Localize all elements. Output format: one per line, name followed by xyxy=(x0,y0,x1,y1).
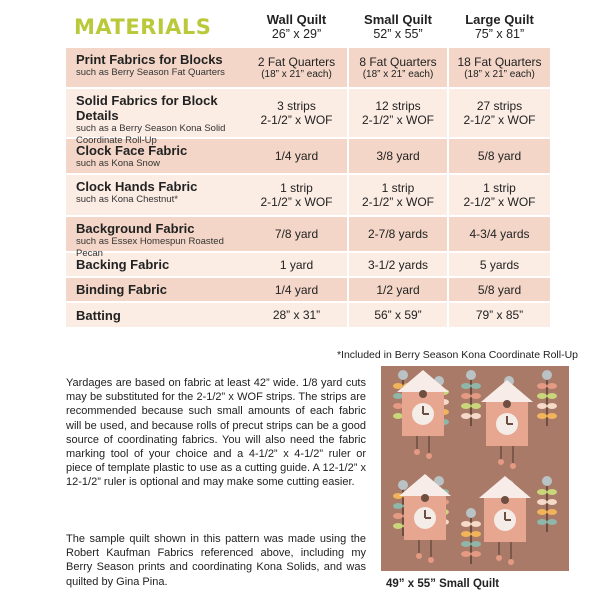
flower-head xyxy=(542,476,552,486)
cell-line: 8 Fat Quarters xyxy=(359,54,437,69)
table-cell xyxy=(246,217,347,251)
house-window xyxy=(501,496,509,504)
flower-head xyxy=(466,370,476,380)
pendulum-weight xyxy=(498,459,504,465)
cell-line: 1 strip xyxy=(381,181,415,195)
pendulum-weight xyxy=(426,453,432,459)
row-label-main: Clock Hands Fabric xyxy=(76,179,198,194)
flower-leaf xyxy=(461,551,471,557)
materials-table xyxy=(66,8,550,327)
column-header-large xyxy=(449,8,550,46)
materials-title: MATERIALS xyxy=(74,15,212,39)
flower-leaf xyxy=(471,383,481,389)
table-cell xyxy=(347,139,449,173)
cell-line: (18” x 21” each) xyxy=(464,68,535,80)
cell-line: 4-3/4 yards xyxy=(469,227,530,241)
cell-line: 56” x 59” xyxy=(374,308,422,322)
table-cell xyxy=(449,217,550,251)
cell-line: 79” x 85” xyxy=(475,308,524,322)
flower-leaf xyxy=(461,393,471,399)
row-label xyxy=(66,253,246,276)
flower-head xyxy=(398,370,408,380)
pendulum-weight xyxy=(496,555,502,561)
table-cell xyxy=(246,48,347,87)
row-label-main: Print Fabrics for Blocks xyxy=(76,52,223,67)
cell-line: 28” x 31” xyxy=(272,308,321,322)
table-cell xyxy=(449,303,550,327)
cell-line: 3/8 yard xyxy=(376,149,420,163)
column-name: Wall Quilt xyxy=(266,12,327,27)
table-cell xyxy=(347,278,449,301)
cell-line: 1 strip xyxy=(483,181,516,195)
cell-line: 5/8 yard xyxy=(477,149,522,163)
flower-leaf xyxy=(393,503,403,509)
table-header xyxy=(66,8,550,46)
row-label-main: Backing Fabric xyxy=(76,257,170,272)
cell-line: 12 strips xyxy=(375,99,421,113)
table-body xyxy=(66,46,550,327)
cell-line: 5/8 yard xyxy=(477,282,522,297)
cell-line: 3-1/2 yards xyxy=(367,257,429,272)
house-window xyxy=(503,400,511,408)
row-label-main: Binding Fabric xyxy=(76,282,167,297)
row-label-main: Solid Fabrics for Block Details xyxy=(76,93,218,123)
flower-leaf xyxy=(537,383,547,389)
flower-leaf xyxy=(393,393,403,399)
quilt-caption: 49” x 55” Small Quilt xyxy=(386,578,500,590)
cell-line: 1/2 yard xyxy=(376,282,420,297)
table-cell xyxy=(246,303,347,327)
row-label xyxy=(66,217,246,259)
column-header-small xyxy=(347,8,449,46)
table-cell xyxy=(449,253,550,276)
flower-leaf xyxy=(547,403,557,409)
table-cell xyxy=(347,303,449,327)
flower-leaf xyxy=(537,413,547,419)
house-roof xyxy=(481,380,533,402)
flower-leaf xyxy=(547,489,557,495)
flower-leaf xyxy=(471,521,481,527)
flower-head xyxy=(398,480,408,490)
flower-leaf xyxy=(461,521,471,527)
column-name: Large Quilt xyxy=(465,12,534,27)
table-row xyxy=(66,46,550,87)
table-cell xyxy=(347,175,449,215)
cell-line: 1 yard xyxy=(279,257,314,272)
table-row xyxy=(66,215,550,259)
flower-leaf xyxy=(471,551,481,557)
table-cell xyxy=(246,89,347,137)
table-cell xyxy=(347,89,449,137)
row-label-main: Background Fabric xyxy=(76,221,195,236)
flower-head xyxy=(466,508,476,518)
cell-line: 5 yards xyxy=(479,257,520,272)
table-cell xyxy=(246,253,347,276)
cell-line: 2-1/2” x WOF xyxy=(361,195,434,209)
table-cell xyxy=(246,278,347,301)
cell-line: 27 strips xyxy=(476,99,523,113)
row-label-sub: such as a Berry Season Kona Solid Coordinate Roll-Up xyxy=(76,123,226,146)
flower-leaf xyxy=(547,499,557,505)
cell-line: 2-1/2” x WOF xyxy=(361,113,434,127)
quilt-illustration xyxy=(381,366,569,571)
table-cell xyxy=(449,139,550,173)
flower-leaf xyxy=(537,519,547,525)
cell-line: 2-1/2” x WOF xyxy=(463,113,536,127)
table-cell xyxy=(246,139,347,173)
cell-line: 1 strip xyxy=(280,181,313,195)
row-label-main: Clock Face Fabric xyxy=(76,143,188,158)
row-label xyxy=(66,278,246,301)
row-label xyxy=(66,175,246,215)
flower-leaf xyxy=(471,541,481,547)
row-label-sub: such as Essex Homespun Roasted Pecan xyxy=(76,236,224,259)
footnote: *Included in Berry Season Kona Coordinate Roll-Up xyxy=(336,349,578,361)
flower-leaf xyxy=(393,383,403,389)
flower-leaf xyxy=(547,509,557,515)
row-label-sub: such as Berry Season Fat Quarters xyxy=(76,67,225,78)
sample-paragraph: The sample quilt shown in this pattern was made using the Robert Kaufman Fabrics referenced above, including my Berry Season prints and coordinating Kona Solids, and was quilted by Gina Pina. xyxy=(66,533,366,588)
table-cell xyxy=(347,48,449,87)
flower-head xyxy=(542,370,552,380)
flower-leaf xyxy=(547,413,557,419)
flower-leaf xyxy=(393,523,403,529)
table-row xyxy=(66,276,550,301)
flower-leaf xyxy=(471,393,481,399)
flower-leaf xyxy=(461,403,471,409)
pendulum-weight xyxy=(428,557,434,563)
flower-leaf xyxy=(537,509,547,515)
flower-leaf xyxy=(537,393,547,399)
pendulum-weight xyxy=(416,553,422,559)
flower-leaf xyxy=(461,413,471,419)
row-label xyxy=(66,303,246,327)
row-label-sub: such as Kona Snow xyxy=(76,158,160,169)
table-cell xyxy=(449,278,550,301)
column-name: Small Quilt xyxy=(364,12,432,27)
flower-leaf xyxy=(461,541,471,547)
flower-leaf xyxy=(393,513,403,519)
cell-line: 1/4 yard xyxy=(274,282,319,297)
flower-leaf xyxy=(547,519,557,525)
row-label xyxy=(66,89,246,146)
house-window xyxy=(419,390,427,398)
flower-leaf xyxy=(547,383,557,389)
table-cell xyxy=(449,175,550,215)
table-cell xyxy=(449,89,550,137)
cell-line: (18” x 21” each) xyxy=(362,68,434,80)
cell-line: 3 strips xyxy=(277,99,316,113)
table-row xyxy=(66,137,550,173)
house-roof xyxy=(479,476,531,498)
cell-line: 1/4 yard xyxy=(274,149,319,163)
cell-line: 2 Fat Quarters xyxy=(257,54,336,69)
flower-leaf xyxy=(393,403,403,409)
flower-leaf xyxy=(393,413,403,419)
cell-line: 18 Fat Quarters xyxy=(457,54,542,69)
table-cell xyxy=(246,175,347,215)
table-cell xyxy=(347,253,449,276)
cell-line: (18” x 21” each) xyxy=(261,68,332,80)
cuckoo-clock-quilt-image xyxy=(381,366,569,571)
column-size: 26” x 29” xyxy=(271,27,322,41)
table-cell xyxy=(347,217,449,251)
row-label-sub: such as Kona Chestnut* xyxy=(76,194,178,205)
flower-leaf xyxy=(471,413,481,419)
flower-leaf xyxy=(461,531,471,537)
flower-leaf xyxy=(537,489,547,495)
table-row xyxy=(66,173,550,215)
column-size: 75” x 81” xyxy=(474,27,525,41)
column-size: 52” x 55” xyxy=(373,27,423,41)
row-label-main: Batting xyxy=(76,307,121,323)
row-label xyxy=(66,139,246,173)
pendulum-weight xyxy=(508,559,514,565)
flower-leaf xyxy=(547,393,557,399)
table-cell xyxy=(449,48,550,87)
cell-line: 7/8 yard xyxy=(274,227,319,241)
flower-leaf xyxy=(537,403,547,409)
table-row xyxy=(66,301,550,327)
flower-leaf xyxy=(537,499,547,505)
row-label xyxy=(66,48,246,87)
house-window xyxy=(421,494,429,502)
flower-leaf xyxy=(471,531,481,537)
cell-line: 2-1/2” x WOF xyxy=(260,113,333,127)
cell-line: 2-7/8 yards xyxy=(367,227,429,241)
pendulum-weight xyxy=(414,449,420,455)
table-row xyxy=(66,87,550,146)
table-row xyxy=(66,251,550,276)
intro-paragraph: Yardages are based on fabric at least 42” wide. 1/8 yard cuts may be substituted for the 2-1/2” x WOF strips. The strips are recommended because such small amounts of each fabric will be used, and because rolls of precut strips can be a good source of coordinating fabrics. You will also need the fabric marking tool of your choice and a 4-1/2” x 4-1/2” ruler or piece of template plastic to use as a cutting guide. A 12-1/2” x 12-1/2” ruler is optional and may make some cutting easier. xyxy=(66,377,366,489)
column-header-wall xyxy=(246,8,347,46)
cell-line: 2-1/2” x WOF xyxy=(260,195,333,209)
flower-leaf xyxy=(471,403,481,409)
cell-line: 2-1/2” x WOF xyxy=(463,195,536,209)
flower-leaf xyxy=(461,383,471,389)
pendulum-weight xyxy=(510,463,516,469)
